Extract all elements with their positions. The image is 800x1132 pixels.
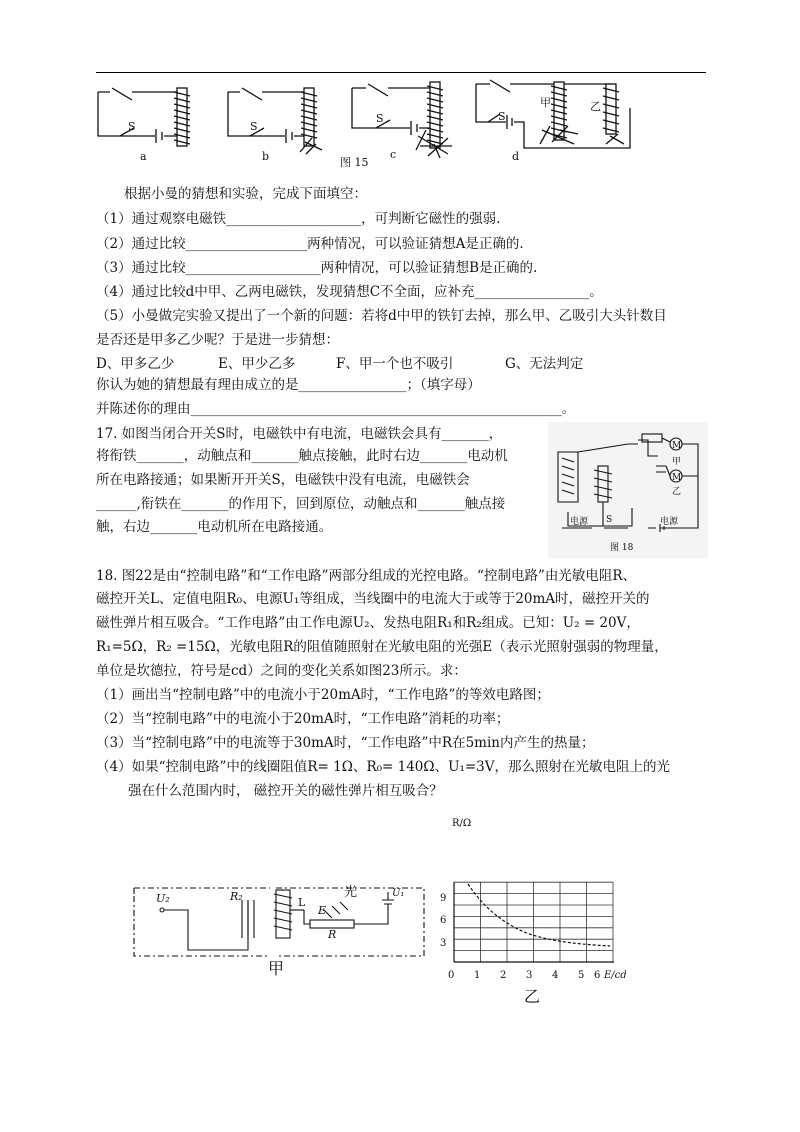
q16-option-g: G、无法判定	[505, 356, 584, 372]
fig15-label-a: a	[140, 150, 147, 163]
fig18-motor-1: M	[672, 441, 682, 451]
fig18-yi: 乙	[672, 487, 682, 497]
fig18-power-left: 电源	[570, 517, 589, 527]
q16-line-1: （1）通过观察电磁铁____________________，可判断它磁性的强弱.	[96, 211, 501, 227]
figure-18	[548, 422, 708, 558]
q16-line-5b: 是否还是甲多乙少呢？于是进一步猜想：	[96, 332, 339, 348]
q16-line-7: 并陈述你的理由_______________________________________________________。	[96, 401, 576, 417]
jia-caption: 甲	[268, 959, 285, 978]
yi-y-tick-6: 6	[440, 915, 447, 926]
figure-15	[90, 78, 650, 178]
q18-line-1: 18. 图22是由“控制电路”和“工作电路”两部分组成的光控电路。“控制电路”由光敏电阻R、	[96, 568, 637, 584]
fig15-switch-a: S	[128, 120, 136, 133]
q16-intro: 根据小曼的猜想和实验，完成下面填空：	[124, 186, 367, 202]
q18-line-6: （1）画出当“控制电路”中的电流小于20mA时，“工作电路”的等效电路图；	[96, 687, 550, 703]
q16-line-4: （4）通过比较d中甲、乙两电磁铁，发现猜想C不全面，应补充_________________。	[96, 284, 603, 300]
q18-line-4: R₁=5Ω，R₂ =15Ω，光敏电阻R的阻值随照射在光敏电阻的光强E（表示光照射强弱的物理量，	[96, 639, 668, 655]
yi-x-tick-4: 4	[552, 970, 559, 981]
yi-caption: 乙	[524, 987, 541, 1006]
jia-light: 光	[344, 885, 358, 900]
yi-x-tick-5: 5	[578, 970, 585, 981]
q18-line-3: 磁性弹片相互吸合。“工作电路”由工作电源U₂、发热电阻R₁和R₂组成。已知：U₂ = 20V，	[96, 615, 640, 631]
jia-u1: U₁	[392, 888, 405, 899]
fig15-d-jia: 甲	[540, 96, 551, 109]
q16-option-f: F、甲一个也不吸引	[336, 356, 454, 372]
fig15-caption: 图 15	[340, 156, 369, 169]
top-rule	[96, 72, 706, 73]
q16-line-3: （3）通过比较____________________两种情况，可以验证猜想B是正确的.	[96, 260, 538, 276]
fig15-label-b: b	[262, 150, 270, 163]
fig15-switch-c: S	[376, 112, 384, 125]
jia-l: L	[298, 896, 306, 909]
q16-line-6: 你认为她的猜想最有理由成立的是________________；（填字母）	[96, 377, 481, 393]
q16-line-5a: （5）小曼做完实验又提出了一个新的问题：若将d中甲的铁钉去掉，那么甲、乙吸引大头针数目	[96, 308, 667, 324]
fig15-d-yi: 乙	[590, 100, 601, 113]
q18-line-9: （4）如果“控制电路”中的线圈阻值R= 1Ω、R₀= 140Ω、U₁=3V，那么照射在光敏电阻上的光	[96, 759, 671, 775]
fig18-motor-2: M	[672, 473, 682, 483]
q18-line-8: （3）当“控制电路”中的电流等于30mA时，“工作电路”中R在5min内产生的热量；	[96, 735, 595, 751]
fig18-jia: 甲	[672, 457, 682, 467]
fig15-label-d: d	[512, 150, 520, 163]
jia-e: E	[318, 904, 327, 917]
fig15-label-c: c	[390, 148, 397, 161]
fig18-caption: 图 18	[610, 543, 634, 553]
fig15-switch-d: S	[498, 110, 506, 123]
yi-x-tick-1: 1	[474, 970, 481, 981]
q16-line-2: （2）通过比较__________________两种情况，可以验证猜想A是正确的.	[96, 236, 524, 252]
q16-option-d: D、甲多乙少	[96, 356, 175, 372]
figure-yi-graph	[432, 812, 632, 1012]
q18-line-5: 单位是坎德拉，符号是cd）之间的变化关系如图23所示。求：	[96, 663, 467, 679]
yi-x-tick-0: 0	[448, 970, 455, 981]
jia-r: R	[328, 928, 337, 941]
q17-line-2: 将衔铁_______，动触点和_______触点接触，此时右边_______电动机	[96, 448, 508, 464]
jia-u2: U₂	[156, 892, 170, 905]
fig18-power-right: 电源	[660, 517, 679, 527]
q18-line-7: （2）当“控制电路”中的电流小于20mA时，“工作电路”消耗的功率；	[96, 711, 510, 727]
yi-x-tick-6: 6	[594, 970, 601, 981]
q18-line-2: 磁控开关L、定值电阻R₀、电源U₁等组成，当线圈中的电流大于或等于20mA时，磁控开关的	[96, 591, 650, 607]
fig18-switch: S	[606, 515, 613, 525]
figure-jia-circuit	[128, 860, 428, 990]
yi-x-tick-3: 3	[526, 970, 533, 981]
yi-y-tick-9: 9	[440, 893, 447, 904]
jia-r2: R₂	[230, 890, 243, 903]
q17-line-3: 所在电路接通；如果断开开关S，电磁铁中没有电流，电磁铁会	[96, 472, 470, 488]
fig15-switch-b: S	[250, 120, 258, 133]
yi-x-unit: E/cd	[604, 970, 627, 981]
yi-y-tick-3: 3	[440, 938, 447, 949]
yi-top-label: R/Ω	[452, 818, 472, 829]
q18-line-10: 强在什么范围内时， 磁控开关的磁性弹片相互吸合？	[128, 783, 443, 799]
q17-line-1: 17. 如图当闭合开关S时，电磁铁中有电流，电磁铁会具有_______，	[96, 426, 503, 442]
q17-line-4: ______,衔铁在_______的作用下，回到原位，动触点和_______触点接	[96, 496, 506, 512]
yi-x-tick-2: 2	[500, 970, 507, 981]
q16-option-e: E、甲少乙多	[218, 356, 296, 372]
q17-line-5: 触，右边_______电动机所在电路接通。	[96, 519, 333, 535]
